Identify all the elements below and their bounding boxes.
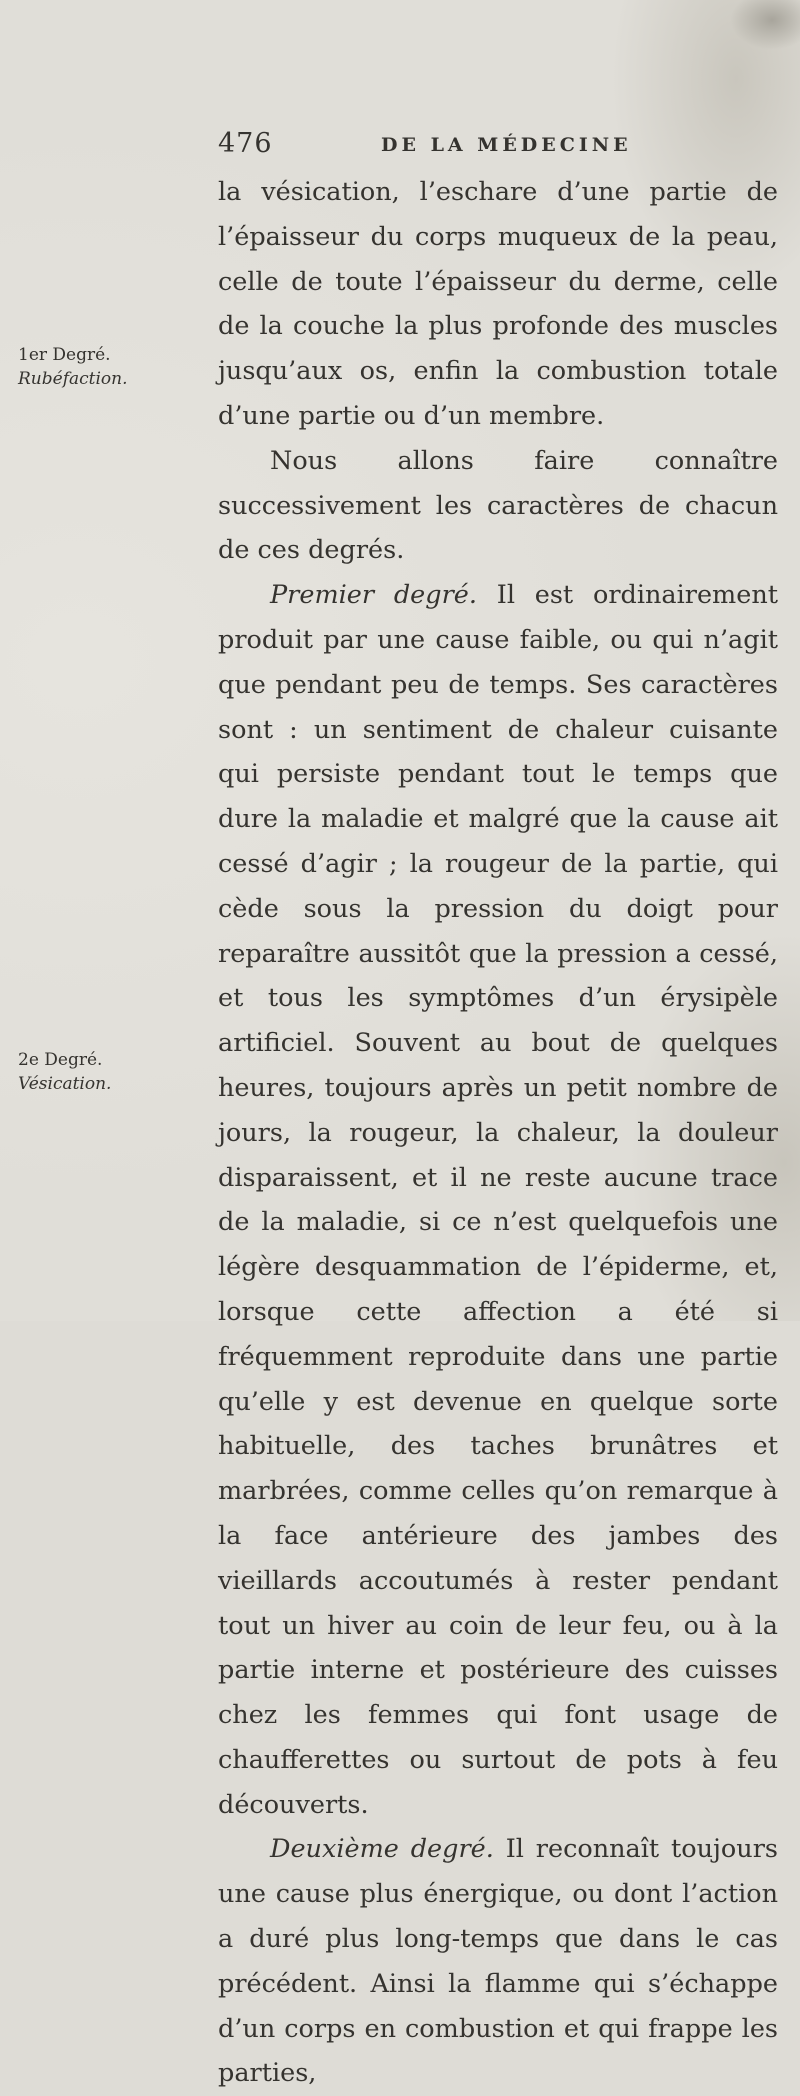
running-head: DE LA MÉDECINE bbox=[381, 134, 632, 156]
margin-note-first-degree bbox=[18, 343, 198, 391]
paragraph-text: Il est ordinairement produit par une cause faible, ou qui n’agit que pendant peu de temps. Ses caractères sont : un sentiment de chaleur cuisante qui persiste pendant tout le temps que dure la maladie et malgré que la cause ait cessé d’agir ; la rougeur de la partie, qui cède sous la pression du doigt pour reparaître aussitôt que la pression a cessé, et tous les symptômes d’un érysipèle artificiel. Souvent au bout de quelques heures, toujours après un petit nombre de jours, la rougeur, la chaleur, la douleur disparaissent, et il ne reste aucune trace de la maladie, si ce n’est quelquefois une légère desquammation de l’épiderme, et, lorsque cette affection a été si fréquemment reproduite dans une partie qu’elle y est devenue en quelque sorte habituelle, des taches brunâtres et marbrées, comme celles qu’on remarque à la face antérieure des jambes des vieillards accoutumés à rester pendant tout un hiver au coin de leur feu, ou à la partie interne et postérieure des cuisses chez les femmes qui font usage de chaufferettes ou surtout de pots à feu découverts. bbox=[218, 580, 778, 1820]
paragraph-text: la vésication, l’eschare d’une partie de l’épaisseur du corps muqueux de la peau, celle de toute l’épaisseur du derme, celle de la couche la plus profonde des muscles jusqu’aux os, enfin la combustion totale d’une partie ou d’un membre. bbox=[218, 177, 778, 431]
paragraph-lead: Deuxième degré. bbox=[270, 1834, 494, 1865]
margin-note-title: 2e Degré. bbox=[18, 1050, 103, 1070]
page-header bbox=[218, 128, 778, 168]
page-number: 476 bbox=[218, 128, 273, 159]
body-text bbox=[218, 170, 778, 2096]
paragraph-lead: Premier degré. bbox=[270, 580, 477, 611]
paragraph-first-degree bbox=[218, 573, 778, 1827]
paragraph-second-degree bbox=[218, 1827, 778, 2096]
margin-note-subtitle: Vésication. bbox=[18, 1074, 112, 1094]
margin-note-title: 1er Degré. bbox=[18, 345, 111, 365]
margin-note-second-degree bbox=[18, 1048, 198, 1096]
margin-note-subtitle: Rubéfaction. bbox=[18, 369, 128, 389]
paragraph bbox=[218, 439, 778, 573]
paragraph bbox=[218, 170, 778, 439]
paragraph-text: Nous allons faire connaître successivement les caractères de chacun de ces degrés. bbox=[218, 445, 778, 566]
paragraph-text: Il reconnaît toujours une cause plus énergique, ou dont l’action a duré plus long-temps que dans le cas précédent. Ainsi la flamme qui s’échappe d’un corps en combustion et qui frappe les parties, bbox=[218, 1834, 778, 2089]
paper-stain bbox=[730, 0, 800, 50]
